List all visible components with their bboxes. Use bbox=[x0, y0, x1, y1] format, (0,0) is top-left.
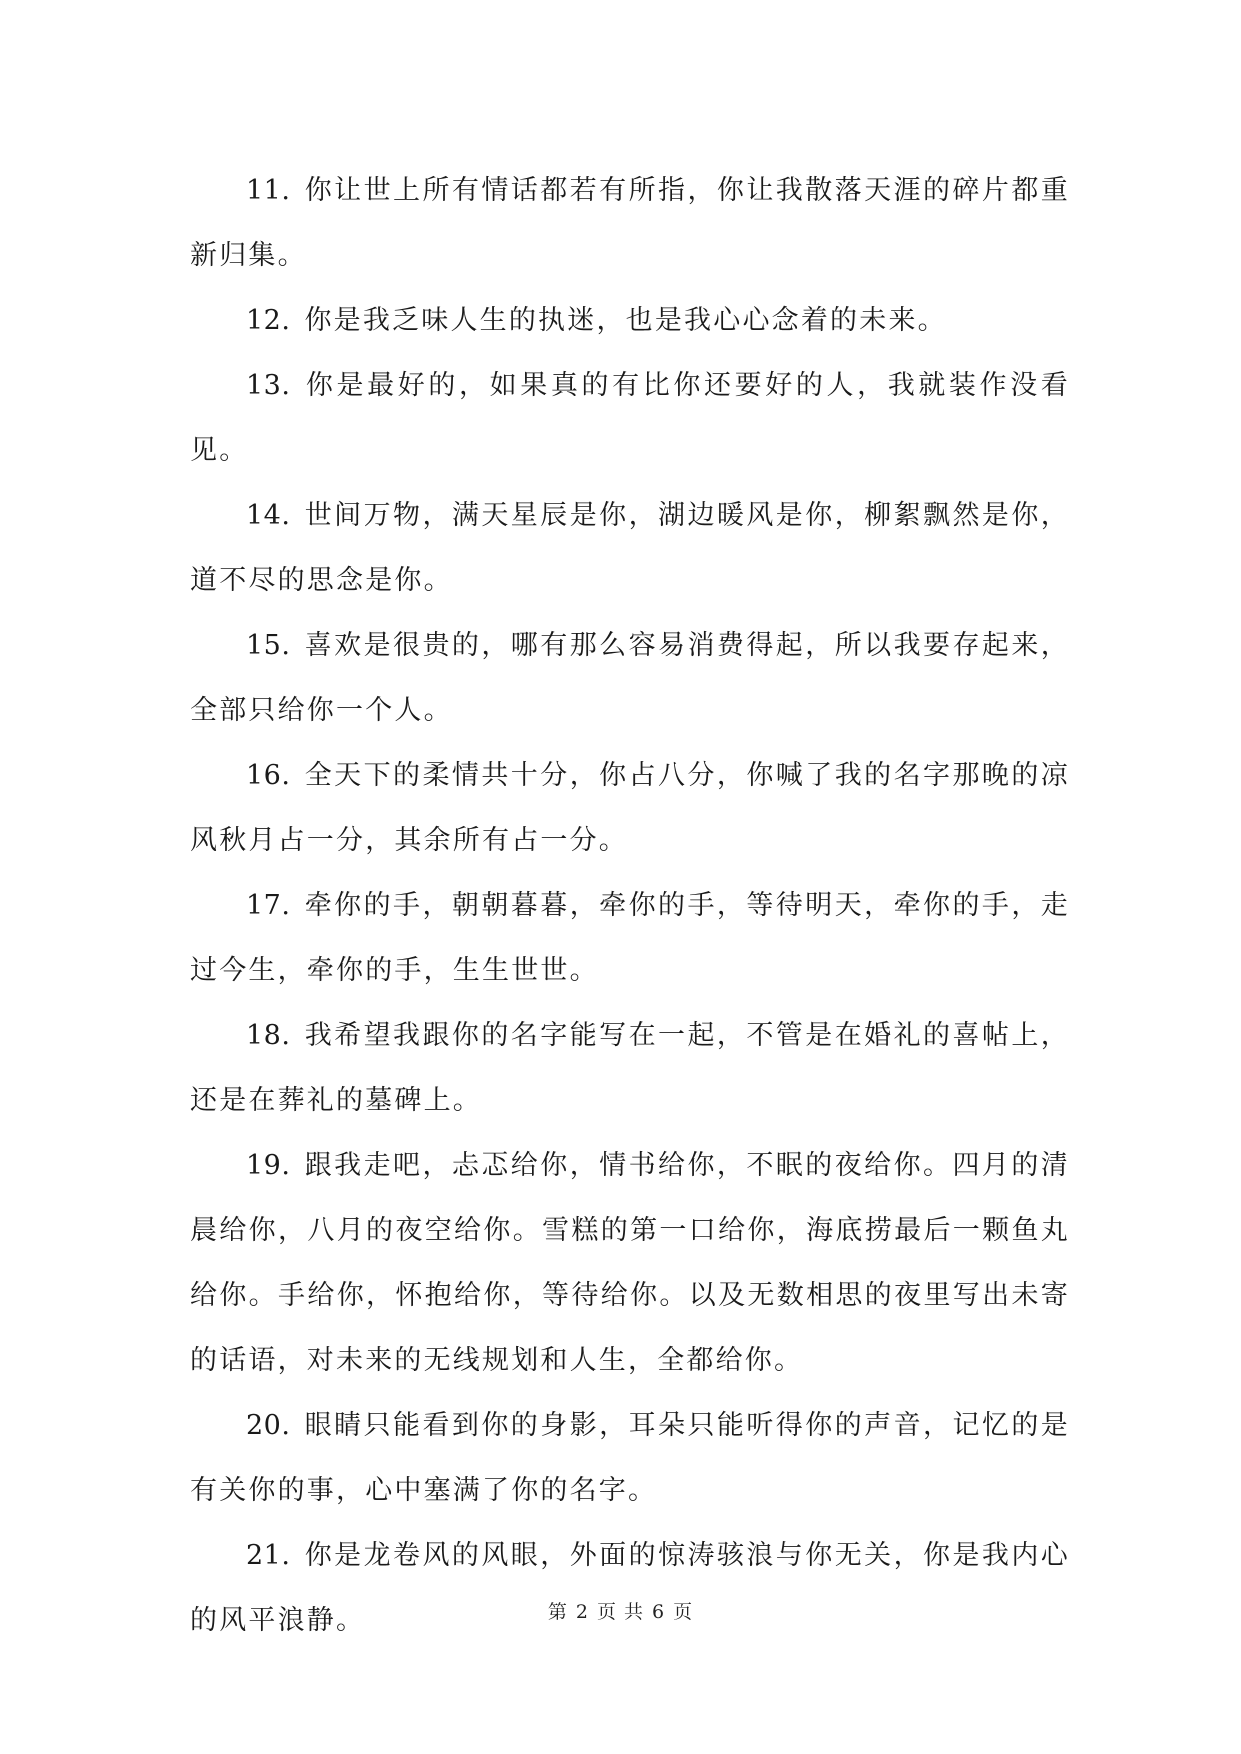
paragraph-18 bbox=[190, 1003, 1070, 1133]
paragraph-text: 跟我走吧，忐忑给你，情书给你，不眠的夜给你。四月的清晨给你，八月的夜空给你。雪糕的第一口给你，海底捞最后一颗鱼丸给你。手给你，怀抱给你，等待给你。以及无数相思的夜里写出未寄的话语，对未来的无线规划和人生，全都给你。 bbox=[190, 1150, 1070, 1376]
paragraph-number: 12. bbox=[246, 305, 291, 336]
paragraph-number: 20. bbox=[246, 1410, 291, 1441]
paragraph-11 bbox=[190, 158, 1070, 288]
paragraph-text: 牵你的手，朝朝暮暮，牵你的手，等待明天，牵你的手，走过今生，牵你的手，生生世世。 bbox=[190, 890, 1070, 986]
paragraph-16 bbox=[190, 743, 1070, 873]
total-page-number: 6 bbox=[652, 1601, 666, 1623]
footer-middle: 页 共 bbox=[596, 1601, 645, 1623]
paragraph-text: 你让世上所有情话都若有所指，你让我散落天涯的碎片都重新归集。 bbox=[190, 175, 1070, 271]
paragraph-number: 13. bbox=[246, 370, 291, 401]
paragraph-text: 我希望我跟你的名字能写在一起，不管是在婚礼的喜帖上，还是在葬礼的墓碑上。 bbox=[190, 1020, 1070, 1116]
paragraph-17 bbox=[190, 873, 1070, 1003]
paragraph-number: 21. bbox=[246, 1540, 291, 1571]
paragraph-text: 全天下的柔情共十分，你占八分，你喊了我的名字那晚的凉风秋月占一分，其余所有占一分。 bbox=[190, 760, 1070, 856]
paragraph-text: 世间万物，满天星辰是你，湖边暖风是你，柳絮飘然是你，道不尽的思念是你。 bbox=[190, 500, 1070, 596]
paragraph-text: 你是龙卷风的风眼，外面的惊涛骇浪与你无关，你是我内心的风平浪静。 bbox=[190, 1540, 1070, 1636]
paragraph-14 bbox=[190, 483, 1070, 613]
paragraph-number: 14. bbox=[246, 500, 291, 531]
paragraph-number: 16. bbox=[246, 760, 291, 791]
footer-prefix: 第 bbox=[547, 1601, 568, 1623]
paragraph-20 bbox=[190, 1393, 1070, 1523]
document-body bbox=[190, 158, 1070, 1653]
paragraph-15 bbox=[190, 613, 1070, 743]
paragraph-19 bbox=[190, 1133, 1070, 1393]
current-page-number: 2 bbox=[575, 1601, 589, 1623]
paragraph-text: 你是我乏味人生的执迷，也是我心心念着的未来。 bbox=[304, 305, 947, 336]
paragraph-12 bbox=[190, 288, 1070, 353]
paragraph-number: 17. bbox=[246, 890, 291, 921]
paragraph-number: 15. bbox=[246, 630, 291, 661]
paragraph-13 bbox=[190, 353, 1070, 483]
paragraph-text: 你是最好的，如果真的有比你还要好的人，我就装作没看见。 bbox=[190, 370, 1070, 466]
paragraph-text: 喜欢是很贵的，哪有那么容易消费得起，所以我要存起来，全部只给你一个人。 bbox=[190, 630, 1070, 726]
paragraph-number: 18. bbox=[246, 1020, 291, 1051]
paragraph-number: 19. bbox=[246, 1150, 291, 1181]
page-footer bbox=[0, 1597, 1241, 1624]
footer-suffix: 页 bbox=[673, 1601, 694, 1623]
paragraph-text: 眼睛只能看到你的身影，耳朵只能听得你的声音，记忆的是有关你的事，心中塞满了你的名字。 bbox=[190, 1410, 1070, 1506]
paragraph-number: 11. bbox=[246, 175, 291, 206]
paragraph-21 bbox=[190, 1523, 1070, 1653]
